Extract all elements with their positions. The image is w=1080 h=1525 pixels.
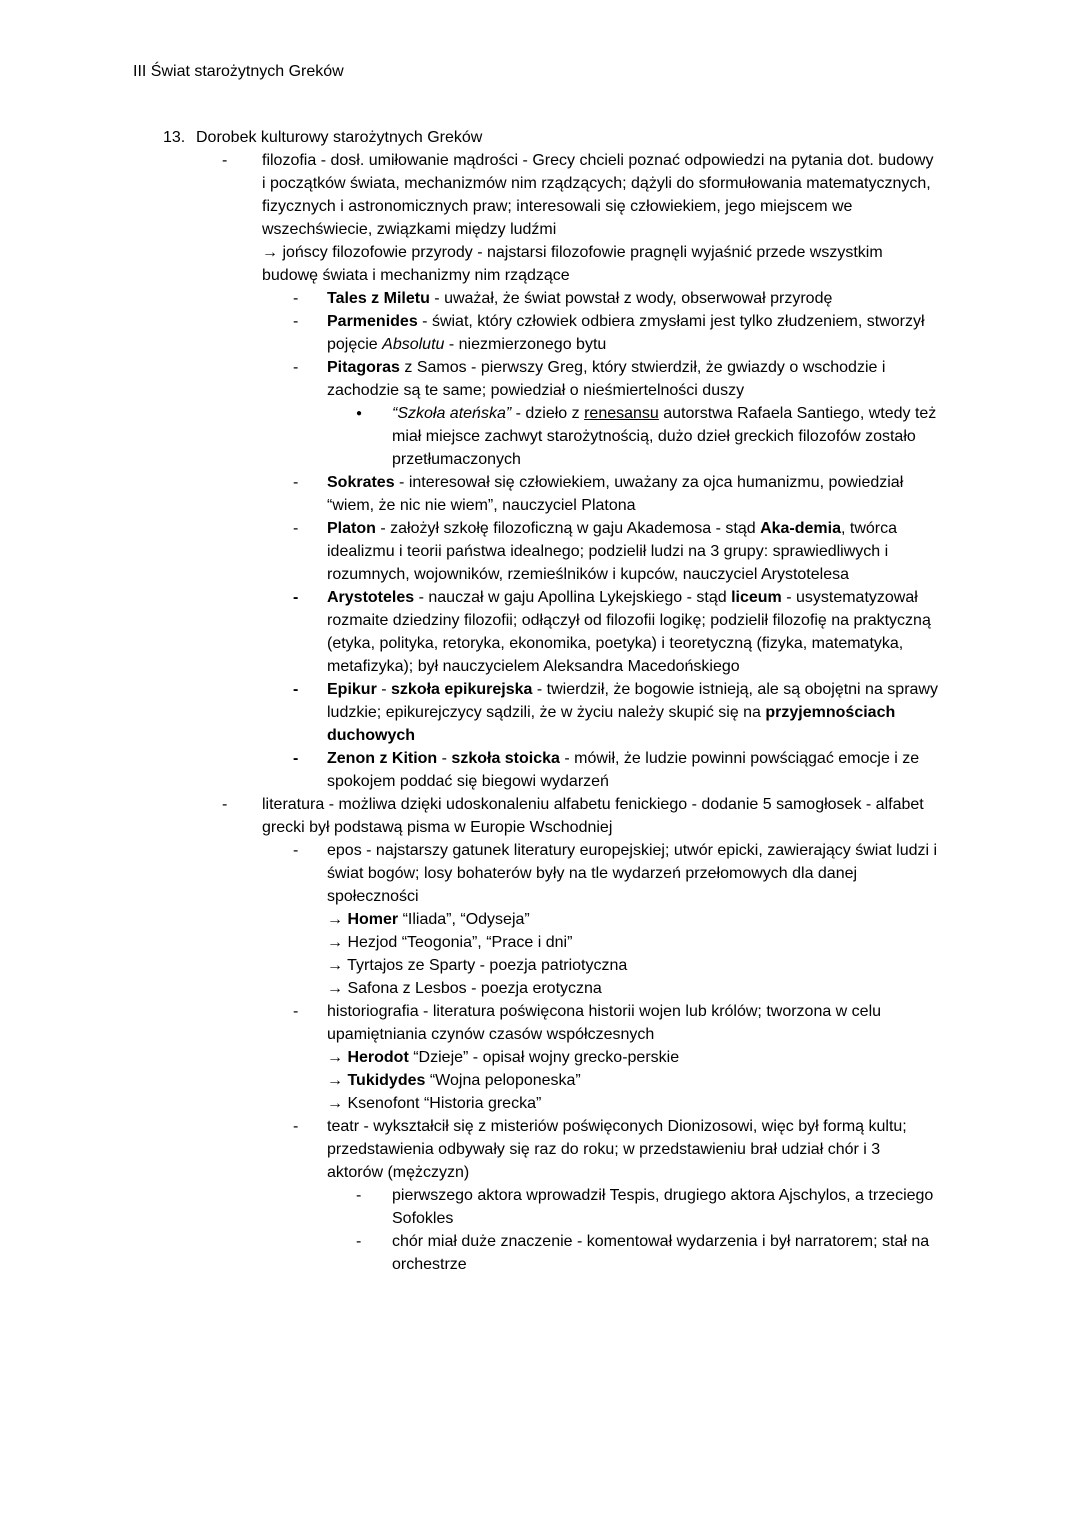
list-item-text: → Safona z Lesbos - poezja erotyczna (327, 980, 602, 997)
list-item (0, 586, 940, 678)
list-item-text: → Homer “Iliada”, “Odyseja” (327, 911, 530, 928)
list-item-text: teatr - wykształcił się z misteriów poświęconych Dionizosowi, więc był formą kultu; przedstawienia odbywały się raz do roku; w przedstawieniu brał udział chór i 3 aktorów (mężczyzn) (327, 1118, 907, 1181)
list-bullet: 13. (163, 129, 186, 146)
list-item (0, 149, 940, 241)
list-bullet: - (293, 1118, 299, 1135)
list-item (0, 954, 940, 977)
list-item-text: chór miał duże znaczenie - komentował wydarzenia i był narratorem; stał na orchestrze (392, 1233, 930, 1273)
list-bullet: ● (356, 408, 363, 419)
list-item-text: Arystoteles - nauczał w gaju Apollina Lykejskiego - stąd liceum - usystematyzował rozmaite dziedziny filozofii; odłączył od filozofii logikę; podzielił filozofię na praktyczną (etyka, polityka, retoryka, ekonomika, poetyka) i teoretyczną (fizyka, matematyka, metafizyka); był nauczycielem Aleksandra Macedońskiego (327, 589, 931, 675)
list-item (0, 1092, 940, 1115)
list-bullet: - (222, 796, 228, 813)
list-bullet: - (293, 359, 299, 376)
list-item (0, 678, 940, 747)
list-item (0, 402, 940, 471)
list-item (0, 310, 940, 356)
list-bullet: - (293, 474, 299, 491)
list-bullet: - (293, 1003, 299, 1020)
list-item (0, 1069, 940, 1092)
list-item-text: → Tyrtajos ze Sparty - poezja patriotyczna (327, 957, 628, 974)
list-item-text: → Ksenofont “Historia grecka” (327, 1095, 542, 1112)
list-item-text: Dorobek kulturowy starożytnych Greków (196, 129, 483, 146)
list-item-text: → jońscy filozofowie przyrody - najstarsi filozofowie pragnęli wyjaśnić przede wszystkim budowę świata i mechanizmy nim rządzące (262, 244, 883, 284)
list-item-text: Tales z Miletu - uważał, że świat powstał z wody, obserwował przyrodę (327, 290, 833, 307)
list-bullet: - (293, 589, 299, 606)
document-body (0, 126, 1080, 1276)
list-item-text: Sokrates - interesował się człowiekiem, uważany za ojca humanizmu, powiedział “wiem, że nic nie wiem”, nauczyciel Platona (327, 474, 904, 514)
list-bullet: - (356, 1233, 362, 1250)
list-item (0, 471, 940, 517)
list-item (0, 1115, 940, 1184)
list-item (0, 517, 940, 586)
list-item (0, 793, 940, 839)
list-item (0, 931, 940, 954)
list-item-text: literatura - możliwa dzięki udoskonaleniu alfabetu fenickiego - dodanie 5 samogłosek - alfabet grecki był podstawą pisma w Europie Wschodniej (262, 796, 924, 836)
list-bullet: - (293, 681, 299, 698)
list-item (0, 356, 940, 402)
list-item (0, 1184, 940, 1230)
list-bullet: - (222, 152, 228, 169)
list-bullet: - (356, 1187, 362, 1204)
list-item-text: epos - najstarszy gatunek literatury europejskiej; utwór epicki, zawierający świat ludzi i świat bogów; losy bohaterów były na tle wydarzeń przełomowych dla danej społeczności (327, 842, 938, 905)
list-item-text: Zenon z Kition - szkoła stoicka - mówił, że ludzie powinni powściągać emocje i ze spokojem poddać się biegowi wydarzeń (327, 750, 920, 790)
list-item (0, 747, 940, 793)
list-item-text: “Szkoła ateńska” - dzieło z renesansu autorstwa Rafaela Santiego, wtedy też miał miejsce zachwyt starożytnością, dużo dzieł greckich filozofów zostało przetłumaczonych (392, 405, 937, 468)
list-item (0, 241, 940, 287)
list-item (0, 977, 940, 1000)
list-item-text: → Tukidydes “Wojna peloponeska” (327, 1072, 581, 1089)
list-item (0, 126, 940, 149)
list-item-text: Epikur - szkoła epikurejska - twierdził, że bogowie istnieją, ale są obojętni na sprawy ludzkie; epikurejczycy sądzili, że w życiu należy skupić się na przyjemnościach duchowych (327, 681, 938, 744)
list-item-text: → Herodot “Dzieje” - opisał wojny grecko-perskie (327, 1049, 680, 1066)
list-item (0, 287, 940, 310)
list-item-text: Parmenides - świat, który człowiek odbiera zmysłami jest tylko złudzeniem, stworzył pojęcie Absolutu - niezmierzonego bytu (327, 313, 925, 353)
list-item (0, 839, 940, 908)
list-item-text: Pitagoras z Samos - pierwszy Greg, który stwierdził, że gwiazdy o wschodzie i zachodzie są te same; powiedział o nieśmiertelności duszy (327, 359, 886, 399)
list-bullet: - (293, 313, 299, 330)
list-item-text: → Hezjod “Teogonia”, “Prace i dni” (327, 934, 573, 951)
list-item-text: filozofia - dosł. umiłowanie mądrości - Grecy chcieli poznać odpowiedzi na pytania dot. budowy i początków świata, mechanizmów nim rządzących; dążyli do sformułowania matematycznych, fizycznych i astronomicznych praw; interesowali się człowiekiem, jego miejscem we wszechświecie, związkami między ludźmi (262, 152, 934, 238)
list-item (0, 908, 940, 931)
list-item (0, 1230, 940, 1276)
list-item-text: Platon - założył szkołę filozoficzną w gaju Akademosa - stąd Aka-demia, twórca idealizmu i teorii państwa idealnego; podzielił ludzi na 3 grupy: sprawiedliwych i rozumnych, wojowników, rzemieślników i kupców, nauczyciel Arystotelesa (327, 520, 897, 583)
list-item-text: historiografia - literatura poświęcona historii wojen lub królów; tworzona w celu upamiętniania czynów czasów współczesnych (327, 1003, 882, 1043)
list-bullet: - (293, 750, 299, 767)
list-bullet: - (293, 842, 299, 859)
list-item (0, 1000, 940, 1046)
document-header: III Świat starożytnych Greków (133, 63, 344, 80)
list-item (0, 1046, 940, 1069)
list-bullet: - (293, 290, 299, 307)
list-bullet: - (293, 520, 299, 537)
list-item-text: pierwszego aktora wprowadził Tespis, drugiego aktora Ajschylos, a trzeciego Sofokles (392, 1187, 934, 1227)
